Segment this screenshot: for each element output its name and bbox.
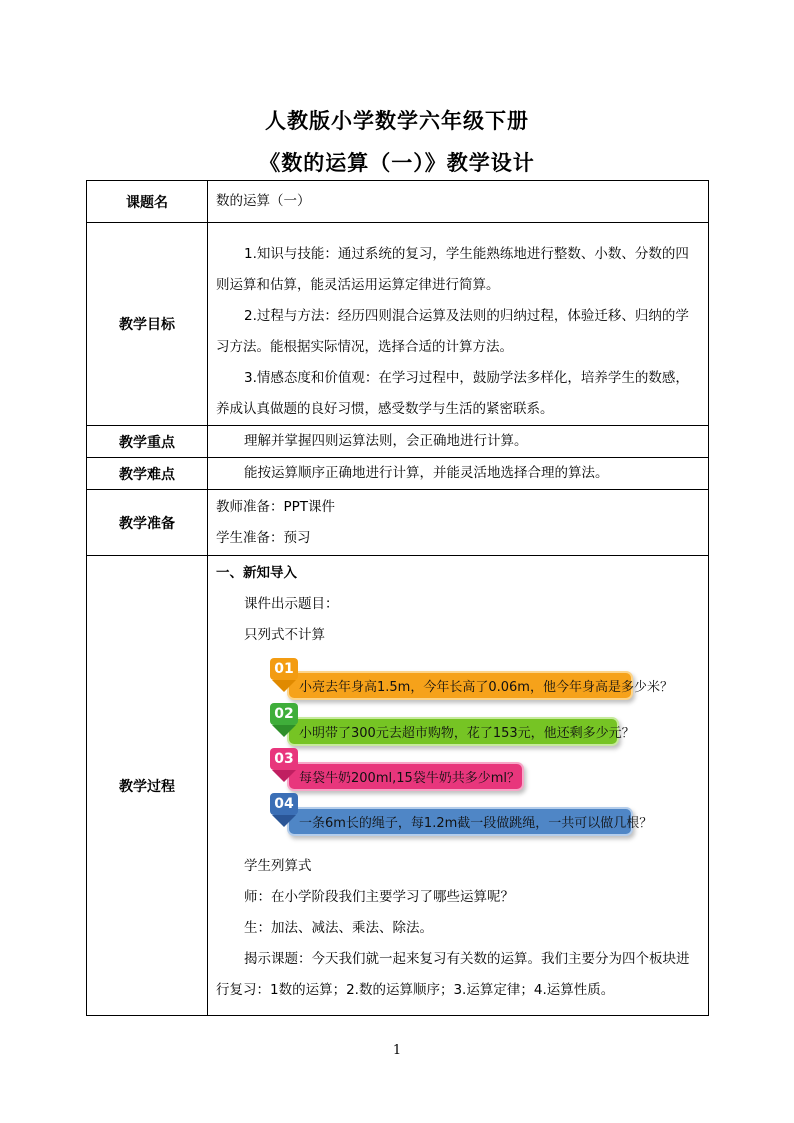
question-cards xyxy=(270,651,702,831)
value-preparation xyxy=(208,490,709,556)
label-key-point: 教学重点 xyxy=(87,426,208,458)
lesson-plan-table xyxy=(86,180,709,1016)
topic-text: 数的运算（一） xyxy=(216,193,311,209)
question-text: 小亮去年身高1.5m，今年长高了0.06m，他今年身高是多少米？ xyxy=(299,680,673,695)
difficulty-text: 能按运算顺序正确地进行计算，并能灵活地选择合理的算法。 xyxy=(244,465,609,481)
row-goals xyxy=(87,223,709,426)
question-text: 每袋牛奶200ml,15袋牛奶共多少ml？ xyxy=(299,771,521,786)
label-goals: 教学目标 xyxy=(87,223,208,426)
label-difficulty: 教学难点 xyxy=(87,458,208,490)
teacher-prep: 教师准备：PPT课件 xyxy=(216,498,336,515)
row-key-point xyxy=(87,426,709,458)
intro-text: 课件出示题目： xyxy=(244,596,339,612)
value-process xyxy=(208,556,709,1016)
number-tag-icon xyxy=(270,703,298,741)
value-difficulty xyxy=(208,458,709,490)
tag-number: 03 xyxy=(274,751,294,767)
student-prep: 学生准备：预习 xyxy=(216,529,311,546)
question-card-3 xyxy=(287,762,524,791)
process-text: 揭示课题：今天我们就一起来复习有关数的运算。我们主要分为四个板块进行复习：1数的运算；2.数的运算顺序；3.运算定律；4.运算性质。 xyxy=(216,951,690,998)
section-title: 一、新知导入 xyxy=(216,565,297,581)
label-process: 教学过程 xyxy=(87,556,208,1016)
tag-number: 02 xyxy=(274,706,294,722)
row-preparation xyxy=(87,490,709,556)
value-key-point xyxy=(208,426,709,458)
number-tag-icon xyxy=(270,658,298,696)
label-preparation: 教学准备 xyxy=(87,490,208,556)
document-title: 人教版小学数学六年级下册 xyxy=(265,108,529,133)
tag-number: 04 xyxy=(274,796,294,812)
question-text: 小明带了300元去超市购物，花了153元，他还剩多少元？ xyxy=(299,726,635,741)
goal-item: 3.情感态度和价值观：在学习过程中，鼓励学法多样化，培养学生的数感，养成认真做题的良好习惯，感受数学与生活的紧密联系。 xyxy=(216,370,689,417)
goal-item: 2.过程与方法：经历四则混合运算及法则的归纳过程，体验迁移、归纳的学习方法。能根据实际情况，选择合适的计算方法。 xyxy=(216,308,689,355)
number-tag-icon xyxy=(270,793,298,831)
row-process xyxy=(87,556,709,1016)
key-point-text: 理解并掌握四则运算法则，会正确地进行计算。 xyxy=(244,433,528,449)
label-topic: 课题名 xyxy=(87,181,208,223)
goal-item: 1.知识与技能：通过系统的复习，学生能熟练地进行整数、小数、分数的四则运算和估算，能灵活运用运算定律进行简算。 xyxy=(216,246,689,293)
document-subtitle: 《数的运算（一）》教学设计 xyxy=(259,150,535,175)
number-tag-icon xyxy=(270,748,298,786)
value-goals xyxy=(208,223,709,426)
question-card-1 xyxy=(287,671,673,700)
tag-number: 01 xyxy=(274,661,294,677)
page-number: 1 xyxy=(392,1043,402,1058)
question-card-4 xyxy=(287,807,653,836)
process-text: 师：在小学阶段我们主要学习了哪些运算呢？ xyxy=(244,889,514,905)
process-text: 学生列算式 xyxy=(244,858,312,874)
value-topic xyxy=(208,181,709,223)
question-text: 一条6m长的绳子，每1.2m截一段做跳绳，一共可以做几根？ xyxy=(299,816,653,831)
question-card-2 xyxy=(287,717,635,746)
row-difficulty xyxy=(87,458,709,490)
intro-text: 只列式不计算 xyxy=(244,627,325,643)
row-topic xyxy=(87,181,709,223)
process-text: 生：加法、减法、乘法、除法。 xyxy=(244,920,433,936)
